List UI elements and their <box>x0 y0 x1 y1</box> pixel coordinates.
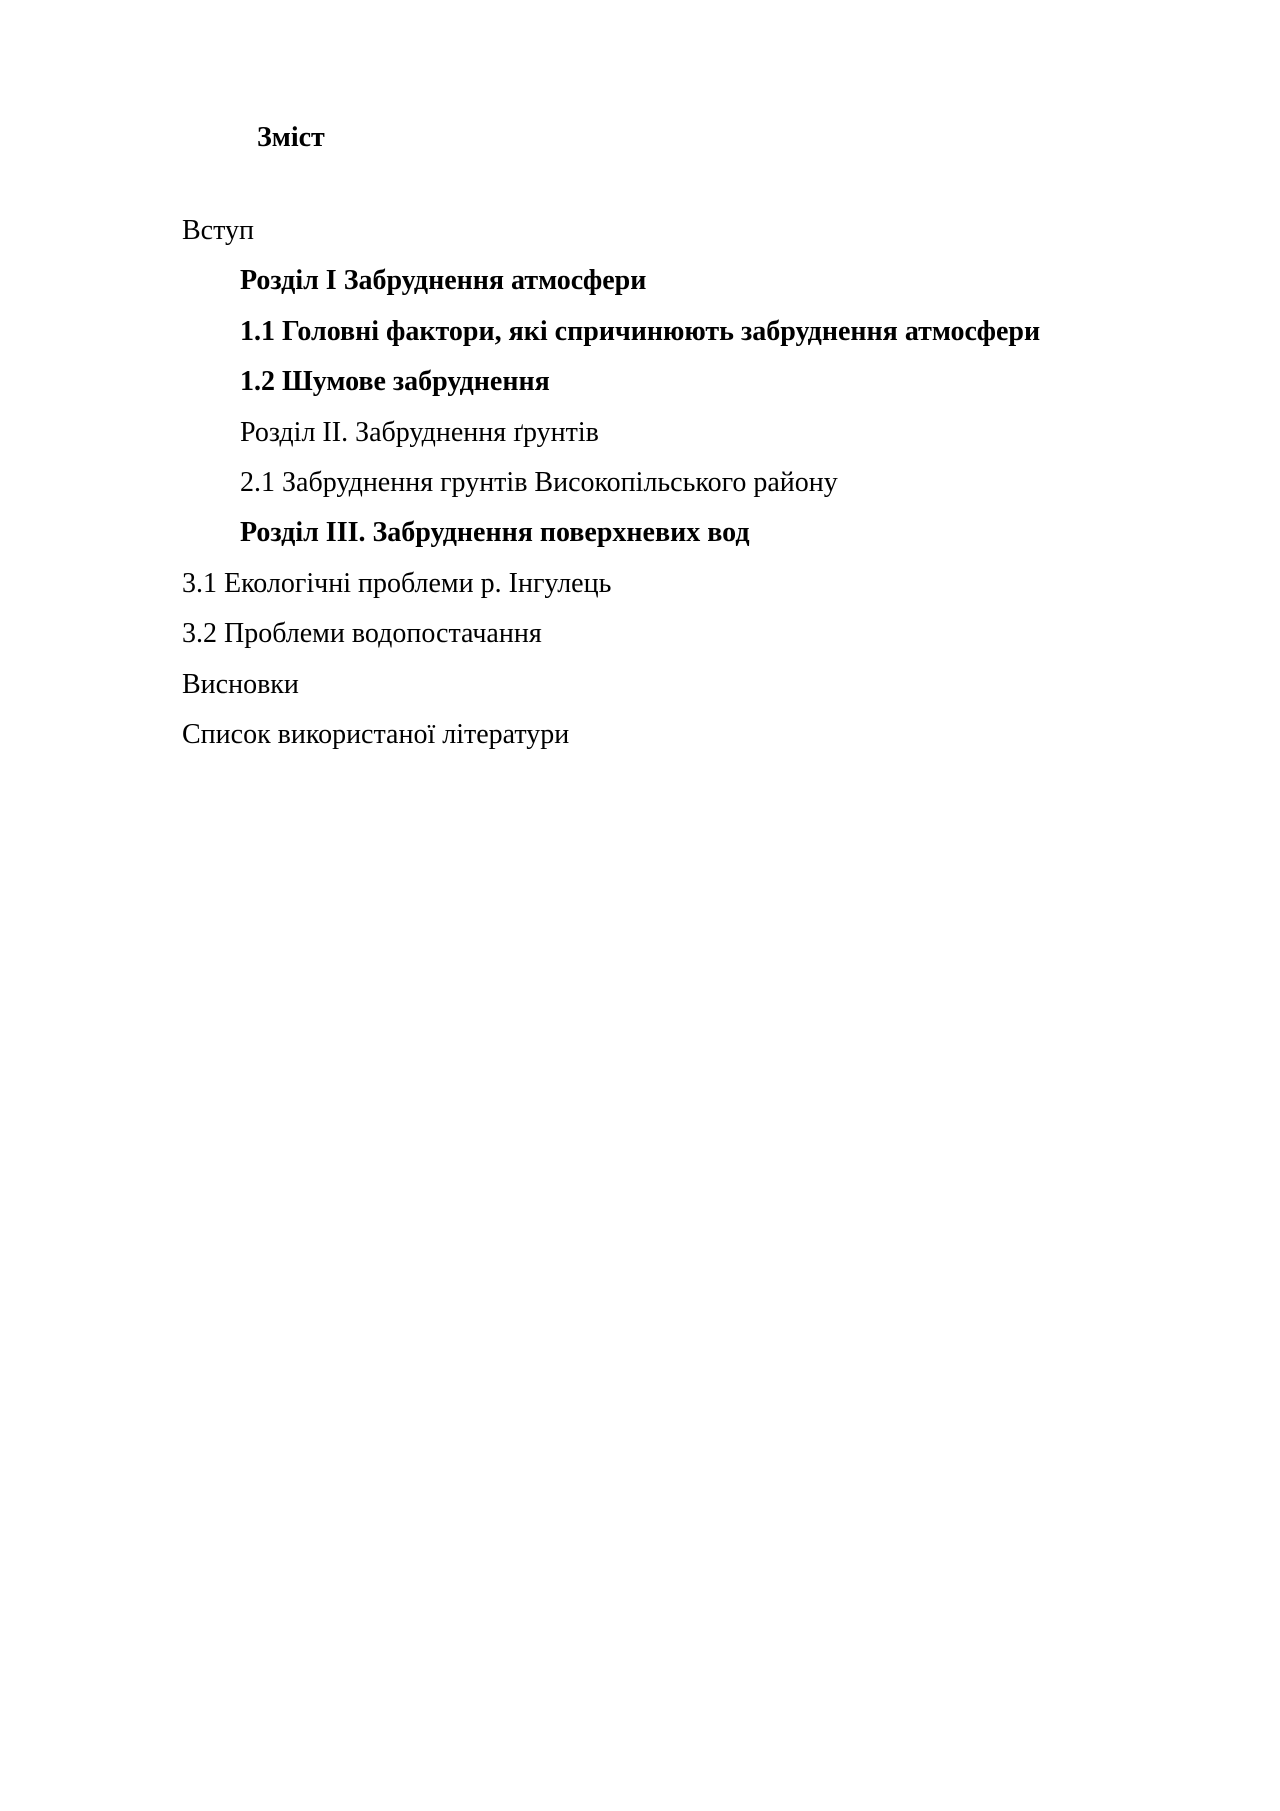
toc-entry-conclusions: Висновки <box>182 669 299 700</box>
toc-entry-references: Список використаної літератури <box>182 719 570 750</box>
toc-entry-3-1: 3.1 Екологічні проблеми р. Інгулець <box>182 568 612 599</box>
toc-entry-1-2: 1.2 Шумове забруднення <box>240 366 550 397</box>
toc-entry-section-2: Розділ ІІ. Забруднення ґрунтів <box>240 417 599 448</box>
toc-entry-section-3: Розділ ІІІ. Забруднення поверхневих вод <box>240 517 750 548</box>
toc-entry-intro: Вступ <box>182 215 254 246</box>
toc-entry-3-2: 3.2 Проблеми водопостачання <box>182 618 542 649</box>
page-title: Зміст <box>257 122 325 153</box>
toc-entry-section-1: Розділ І Забруднення атмосфери <box>240 265 647 296</box>
toc-entry-1-1: 1.1 Головні фактори, які спричинюють забруднення атмосфери <box>240 316 1041 347</box>
toc-entry-2-1: 2.1 Забруднення грунтів Високопільського району <box>240 467 838 498</box>
